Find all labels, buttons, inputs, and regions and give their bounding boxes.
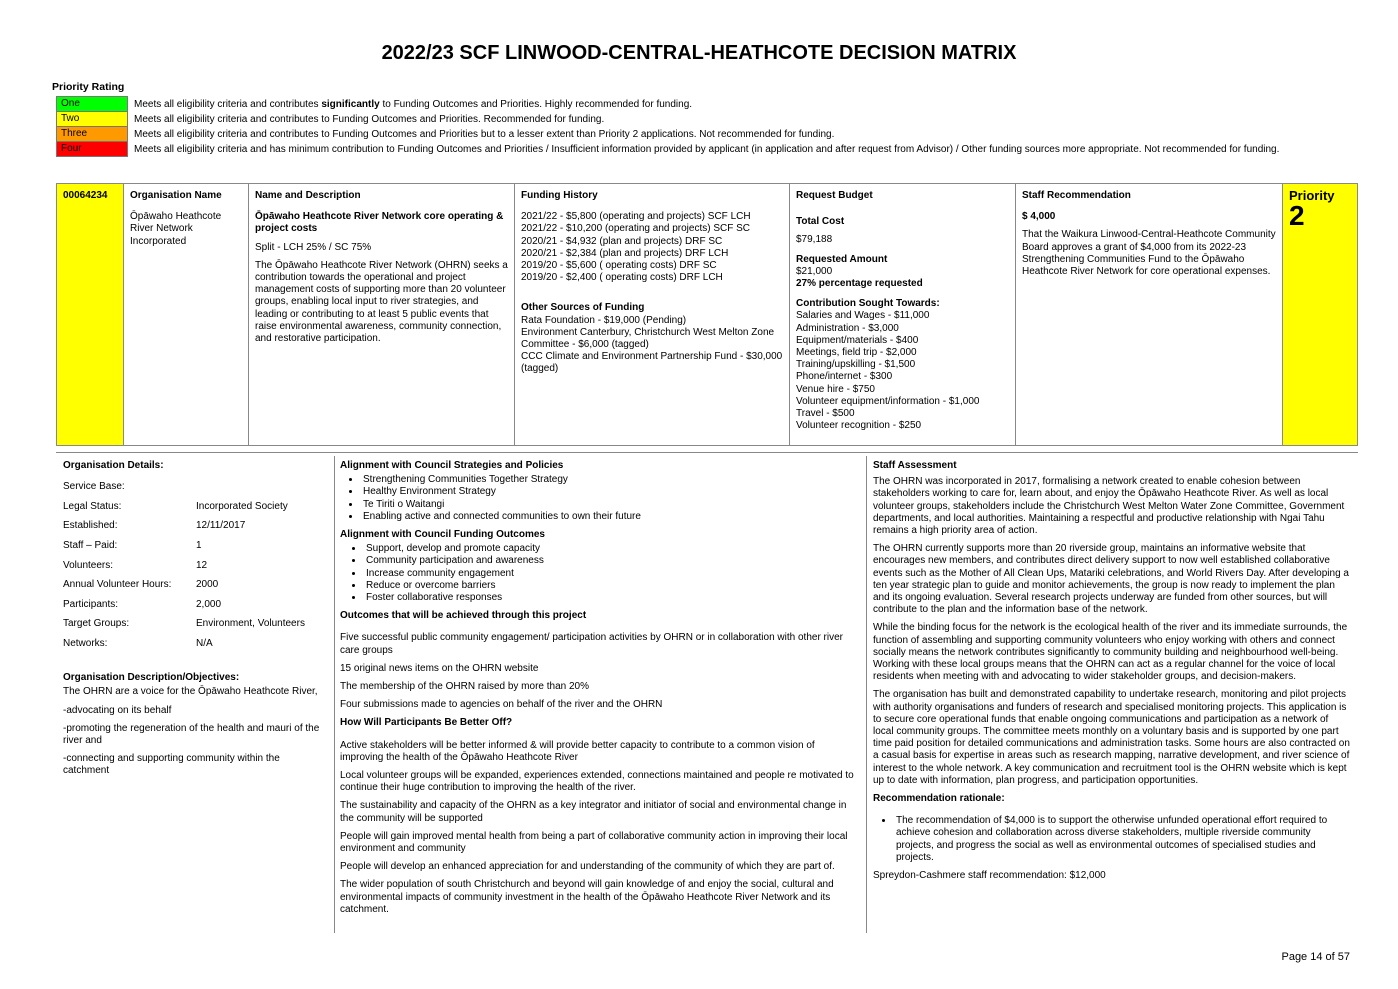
project-outcome-item: Five successful public community engagement/ participation activities by OHRN or in collaboration with other river care groups: [340, 632, 843, 656]
better-off-item: The wider population of south Christchurch and beyond will gain knowledge of and enjoy the social, cultural and environmental impacts of community investment in the health of the Ōpāwaho Heathcote River Network and its catchment.: [340, 879, 834, 915]
priority-cell: [1283, 184, 1358, 446]
funding-history-item: 2021/22 - $10,200 (operating and projects) SCF SC: [521, 223, 751, 235]
project-outcomes-header: Outcomes that will be achieved through this project: [340, 610, 587, 622]
list-item: • Increase community engagement: [364, 568, 856, 580]
list-item: • Community participation and awareness: [364, 555, 856, 567]
priority-level-row: [57, 142, 1356, 157]
objective-item: -connecting and supporting community within the catchment: [63, 753, 280, 777]
project-name: Ōpāwaho Heathcote River Network core operating & project costs: [255, 211, 504, 235]
other-sources-header: Other Sources of Funding: [521, 302, 645, 314]
staff-assessment-section: [873, 460, 1351, 888]
strategies-header: Alignment with Council Strategies and Policies: [340, 460, 564, 471]
application-table: [56, 183, 1358, 446]
funding-history-item: 2021/22 - $5,800 (operating and projects) SCF LCH: [521, 211, 751, 223]
detail-row: [63, 579, 325, 591]
assessment-paragraph: While the binding focus for the network is the ecological health of the river and its immediate surrounds, the function of assembling and supporting community volunteers who enjoy working with others and connect socially means the network contributes significantly to community building and neighbourhood well-being. Working with these local groups means that the OHRN can act as a regular channel for the voice of local residents when meeting with and advocating to wider stakeholder groups, and decision-makers.: [873, 622, 1348, 683]
organisation-name-cell: [124, 184, 249, 446]
detail-value: Environment, Volunteers: [196, 618, 305, 630]
better-off-item: Active stakeholders will be better informed & will provide better capacity to contribute to a common vision of improving the health of the Ōpāwaho Heathcote River: [340, 739, 815, 763]
funding-history-header: Funding History: [521, 190, 598, 201]
detail-row: [63, 540, 325, 552]
list-item: • Support, develop and promote capacity: [364, 543, 856, 555]
section-divider: [56, 452, 1358, 453]
contribution-item: Meetings, field trip - $2,000: [796, 347, 917, 359]
funding-history-list: [521, 211, 783, 284]
priority-swatch-three: Three: [57, 127, 128, 142]
detail-label: Established:: [63, 520, 118, 532]
detail-value: 12: [196, 559, 208, 571]
funding-history-item: 2020/21 - $4,932 (plan and projects) DRF SC: [521, 235, 723, 247]
priority-swatch-two: Two: [57, 112, 128, 127]
organisation-name-header: Organisation Name: [130, 190, 222, 201]
contribution-item: Training/upskilling - $1,500: [796, 359, 916, 371]
detail-label: Staff – Paid:: [63, 539, 118, 551]
priority-level-row: [57, 97, 1356, 112]
funding-history-cell: [515, 184, 790, 446]
contribution-item: Venue hire - $750: [796, 383, 875, 395]
objective-item: The OHRN are a voice for the Ōpāwaho Heathcote River,: [63, 686, 318, 698]
detail-row: [63, 599, 325, 611]
funding-outcomes-header: Alignment with Council Funding Outcomes: [340, 529, 545, 541]
request-budget-cell: [790, 184, 1016, 446]
total-cost-label: Total Cost: [796, 216, 845, 228]
detail-value: 1: [196, 539, 202, 551]
detail-label: Networks:: [63, 637, 108, 649]
better-off-item: People will develop an enhanced appreciation for and understanding of the community of which they are part of.: [340, 861, 835, 873]
assessment-paragraph: The organisation has built and demonstrated capability to undertake research, monitoring and pilot projects with authority organisations and funders of research and specialised monitoring projects. This application is to secure core operational funds that enable ongoing communications and participation as a network of local community groups. The committee meets monthly on a voluntary basis and is supported by one part time paid position for detailed communications and administration tasks. Some hours are also contracted on a casual basis for expertise in areas such as research mapping, narrative development, and river science of interest to the whole network. A key communication and recruitment tool is the OHRN website which is kept up to date with information, plan progress, and participation opportunities.: [873, 689, 1350, 786]
contribution-item: Equipment/materials - $400: [796, 334, 919, 346]
assessment-paragraph: The OHRN was incorporated in 2017, formalising a network created to enable cohesion between stakeholders working to care for, learn about, and enjoy the Ōpāwaho Heathcote River. As well as local volunteer groups, stakeholders include the Christchurch West Melton Water Zone Committee, Government departments, and local authorities. Maintaining a respectful and productive relationship with Ngai Tahu remains a high priority area of action.: [873, 476, 1345, 537]
detail-row: [63, 520, 325, 532]
staff-recommendation-header: Staff Recommendation: [1022, 190, 1131, 201]
project-outcome-item: The membership of the OHRN raised by more than 20%: [340, 681, 589, 693]
staff-assessment-header: Staff Assessment: [873, 460, 957, 471]
priority-level-row: [57, 127, 1356, 142]
detail-label: Target Groups:: [63, 618, 130, 630]
contribution-item: Salaries and Wages - $11,000: [796, 310, 930, 322]
detail-row: [63, 481, 325, 493]
organisation-name: Ōpāwaho Heathcote River Network Incorporated: [130, 211, 222, 247]
application-id: 00064234: [63, 190, 108, 201]
total-cost-value: $79,188: [796, 234, 833, 246]
detail-value: N/A: [196, 637, 213, 649]
alignment-section: [340, 460, 856, 922]
project-outcome-item: Four submissions made to agencies on behalf of the river and the OHRN: [340, 699, 663, 711]
contribution-item: Travel - $500: [796, 408, 855, 420]
assessment-paragraph: The OHRN currently supports more than 20 riverside group, maintains an informative website that encourages new members, and contributes direct delivery support to now well established collaborative events such as the Mother of All Clean Ups, Matariki celebrations, and World Rivers Day. After developing a ten year strategic plan to guide and monitor achievements, the group is now ready to implement the plan and its ongoing evaluation. Several research projects underway are funded from other sources, but will contribute to the plan and the information base of the network.: [873, 543, 1349, 616]
detail-label: Volunteers:: [63, 559, 114, 571]
column-divider: [334, 456, 335, 933]
column-divider: [866, 456, 867, 933]
organisation-details-section: [63, 460, 325, 784]
detail-label: Participants:: [63, 598, 119, 610]
rationale-list: [873, 815, 1351, 864]
contribution-item: Phone/internet - $300: [796, 371, 893, 383]
strategies-list: [340, 474, 856, 523]
page-title: 2022/23 SCF LINWOOD-CENTRAL-HEATHCOTE DECISION MATRIX: [381, 42, 1017, 64]
priority-swatch-one: One: [57, 97, 128, 112]
priority-swatch-four: Four: [57, 142, 128, 157]
list-item: • The recommendation of $4,000 is to support the otherwise unfunded operational effort required to achieve cohesion and collaboration across diverse stakeholders, multiple riverside community projects, and progress the social as well as environmental outcomes of specialised studies and projects.: [894, 815, 1351, 864]
contribution-header: Contribution Sought Towards:: [796, 298, 940, 310]
priority-description: Meets all eligibility criteria and contributes significantly to Funding Outcomes and Priorities. Highly recommended for funding.: [134, 98, 693, 110]
project-outcome-item: 15 original news items on the OHRN website: [340, 662, 539, 674]
name-description-header: Name and Description: [255, 190, 361, 201]
other-sources-item: Environment Canterbury, Christchurch West Melton Zone Committee - $6,000 (tagged): [521, 326, 775, 351]
priority-description: Meets all eligibility criteria and contributes to Funding Outcomes and Priorities. Recommended for funding.: [134, 113, 605, 125]
detail-label: Annual Volunteer Hours:: [63, 579, 172, 591]
detail-value: 2000: [196, 579, 219, 591]
funding-history-item: 2019/20 - $2,400 ( operating costs) DRF LCH: [521, 272, 723, 284]
staff-recommendation-amount: $ 4,000: [1022, 211, 1056, 223]
priority-level-row: [57, 112, 1356, 127]
requested-amount-value: $21,000: [796, 265, 833, 277]
contribution-item: Volunteer recognition - $250: [796, 420, 922, 432]
better-off-header: How Will Participants Be Better Off?: [340, 717, 513, 729]
percentage-requested: 27% percentage requested: [796, 278, 923, 290]
better-off-item: The sustainability and capacity of the OHRN as a key integrator and initiator of social and environmental change in the community will be supported: [340, 800, 847, 824]
list-item: • Strengthening Communities Together Strategy: [361, 474, 856, 486]
funding-outcomes-list: [340, 543, 856, 604]
list-item: • Te Tiriti o Waitangi: [361, 499, 856, 511]
better-off-item: Local volunteer groups will be expanded, experiences extended, connections maintained and people re motivated to continue their huge contribution to improving the health of the river.: [340, 770, 854, 794]
detail-label: Legal Status:: [63, 500, 122, 512]
priority-rating-legend: [56, 96, 1356, 157]
priority-description: Meets all eligibility criteria and has minimum contribution to Funding Outcomes and Priorities / Insufficient information provided by applicant (in application and after request from Advisor) / Other funding sources more appropriate. Not recommended for funding.: [134, 143, 1280, 155]
page-number: Page 14 of 57: [1281, 951, 1350, 963]
list-item: • Reduce or overcome barriers: [364, 580, 856, 592]
requested-amount-label: Requested Amount: [796, 253, 888, 265]
detail-row: [63, 638, 325, 650]
request-budget-header: Request Budget: [796, 190, 873, 201]
list-item: • Enabling active and connected communities to own their future: [361, 511, 856, 523]
detail-row: [63, 501, 325, 513]
staff-recommendation-cell: [1016, 184, 1283, 446]
detail-value: 12/11/2017: [196, 520, 246, 532]
better-off-item: People will gain improved mental health from being a part of collaborative community action in improving their local environment and community: [340, 830, 848, 855]
list-item: • Foster collaborative responses: [364, 592, 856, 604]
contribution-item: Administration - $3,000: [796, 322, 899, 334]
other-board-recommendation: Spreydon-Cashmere staff recommendation: $12,000: [873, 870, 1106, 882]
objective-item: -promoting the regeneration of the health and mauri of the river and: [63, 722, 320, 746]
funding-split: Split - LCH 25% / SC 75%: [255, 241, 372, 253]
priority-description: Meets all eligibility criteria and contributes to Funding Outcomes and Priorities but to a lesser extent than Priority 2 applications. Not recommended for funding.: [134, 128, 835, 140]
staff-recommendation-text: That the Waikura Linwood-Central-Heathcote Community Board approves a grant of $4,000 from its 2022-23 Strengthening Communities Fund to the Ōpāwaho Heathcote River Network for core operational expenses.: [1022, 229, 1276, 278]
objective-item: -advocating on its behalf: [63, 704, 172, 716]
priority-header: Priority: [1289, 188, 1335, 203]
organisation-details-header: Organisation Details:: [63, 460, 164, 471]
detail-row: [63, 560, 325, 572]
contribution-item: Volunteer equipment/information - $1,000: [796, 395, 980, 407]
application-id-cell: [57, 184, 124, 446]
detail-value: 2,000: [196, 598, 222, 610]
detail-value: Incorporated Society: [196, 500, 288, 512]
priority-rating-heading: Priority Rating: [52, 81, 125, 93]
name-description-cell: [249, 184, 515, 446]
funding-history-item: 2020/21 - $2,384 (plan and projects) DRF LCH: [521, 247, 729, 259]
rationale-header: Recommendation rationale:: [873, 793, 1005, 805]
list-item: • Healthy Environment Strategy: [361, 486, 856, 498]
priority-value: 2: [1289, 200, 1305, 232]
other-sources-item: Rata Foundation - $19,000 (Pending): [521, 314, 687, 326]
other-sources-item: CCC Climate and Environment Partnership Fund - $30,000 (tagged): [521, 351, 783, 375]
project-description: The Ōpāwaho Heathcote River Network (OHRN) seeks a contribution towards the operational and project management costs of supporting more than 20 volunteer groups, enabling local input to river strategies, and leading or contributing to at least 5 public events that raise environmental awareness, community connection, and restorative participation.: [255, 259, 508, 345]
detail-row: [63, 618, 325, 630]
detail-label: Service Base:: [63, 481, 125, 493]
funding-history-item: 2019/20 - $5,600 ( operating costs) DRF SC: [521, 260, 717, 272]
objectives-header: Organisation Description/Objectives:: [63, 672, 240, 684]
